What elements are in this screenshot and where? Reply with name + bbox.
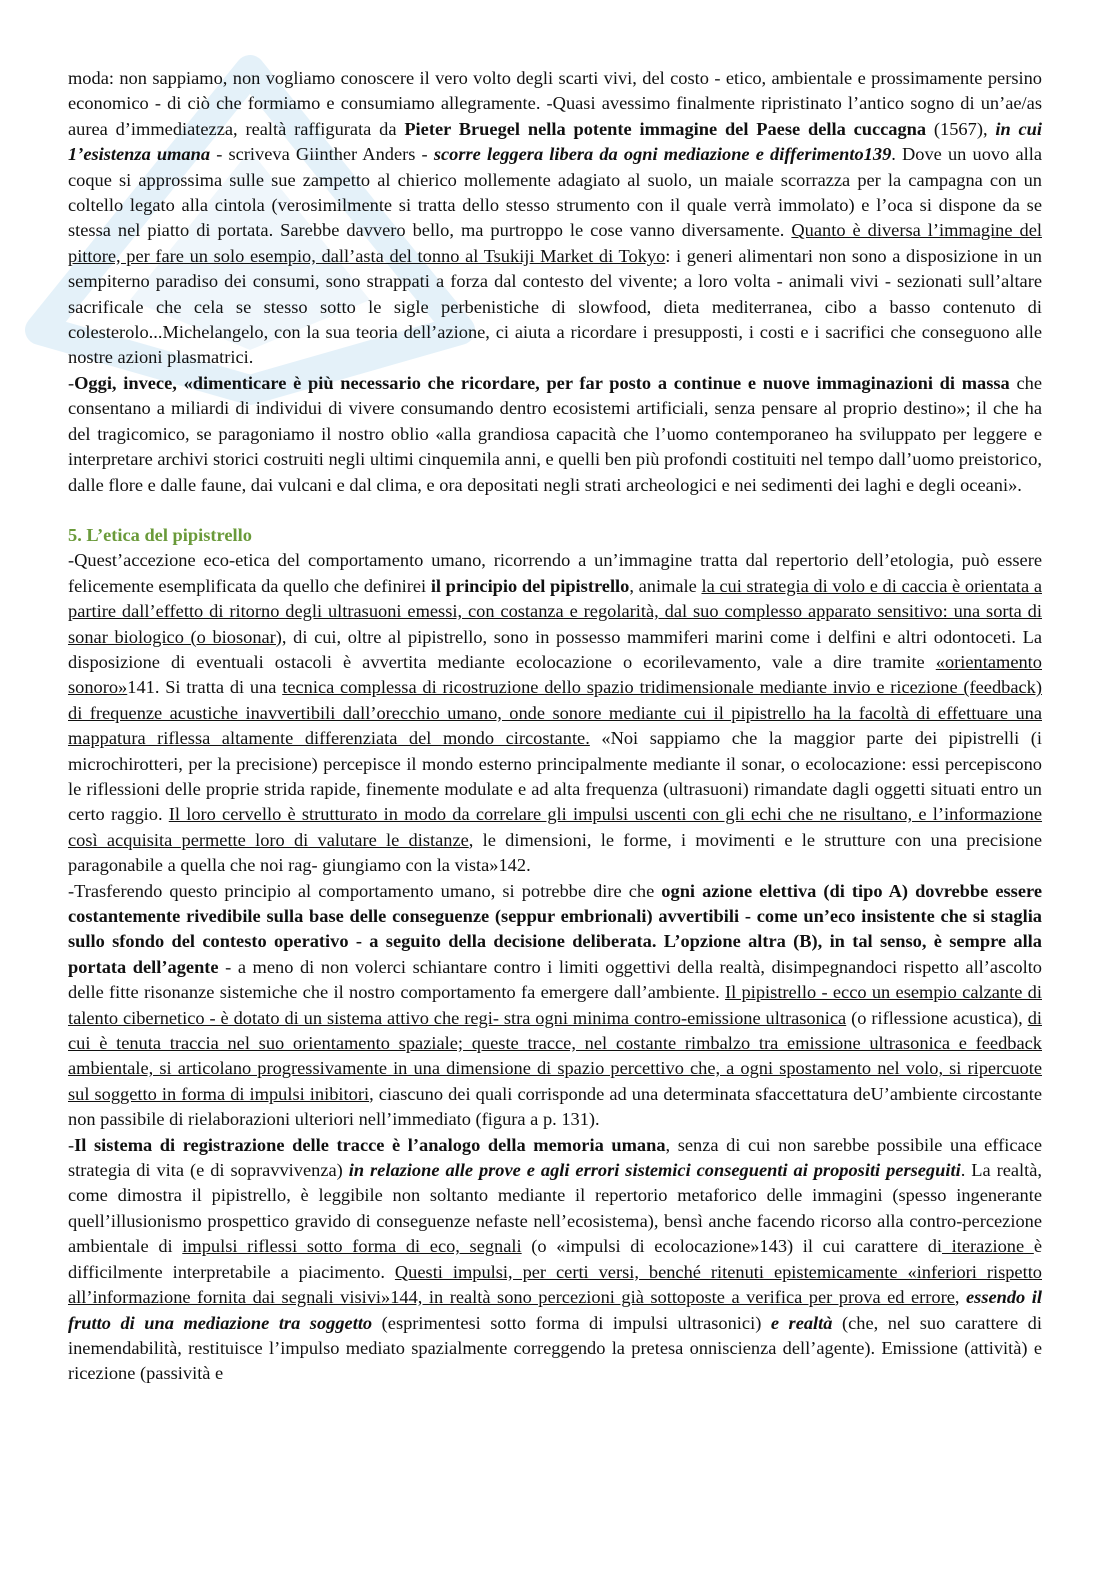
paragraph-4 — [68, 879, 1042, 1133]
paragraph-1 — [68, 66, 1042, 371]
text-run: è difficilmente interpretabile a piacimento. — [68, 1236, 1042, 1282]
text-run: in relazione alle prove e agli errori sistemici conseguenti ai propositi perseguiti — [348, 1160, 961, 1181]
text-run: ogni azione elettiva (di tipo A) dovrebbe essere costantemente rivedibile sulla base delle conseguenze (seppur embrionali) avvertibili - come un’eco insistente che si staglia sullo sfondo del contesto operativo - a seguito della decisione deliberata. L’opzione altra (B), in tal senso, è sempre alla portata dell’agente — [68, 880, 1042, 977]
text-run: -Quest’accezione eco-etica del comportamento umano, ricorrendo a un’immagine tratta dal repertorio dell’etologia, può essere felicemente esemplificata da quello che definirei — [68, 550, 1042, 596]
text-run: - scriveva Giinther Anders - — [210, 144, 434, 165]
text-run: moda: non sappiamo, non vogliamo conoscere il vero volto degli scarti vivi, del costo - etico, ambientale e prossimamente persino economico - di ciò che formiamo e consumiamo allegramente. -Quasi avessimo finalmente ripristinato l’antico sogno di un’ae/as aurea d’immediatezza, realtà raffigurata da — [68, 68, 1042, 139]
text-run: (o riflessione acustica), — [846, 1007, 1028, 1028]
text-run: - — [68, 372, 75, 393]
text-run: Quanto è diversa l’immagine del pittore, per fare un solo esempio, dall’asta del tonno al Tsukiji Market di Tokyo — [68, 220, 1042, 266]
text-run: «orientamento sonoro» — [68, 651, 1042, 698]
text-run: Oggi, invece, «dimenticare è più necessario che ricordare, per far posto a continue e nuove immaginazioni di massa — [74, 372, 1010, 393]
text-run: , senza di cui non sarebbe possibile una efficace strategia di vita (e di sopravvivenza) — [68, 1134, 1042, 1181]
paragraph-5 — [68, 1133, 1042, 1387]
paragraph-2 — [68, 371, 1042, 498]
text-run: e realtà — [770, 1312, 833, 1333]
text-run: Il pipistrello - ecco un esempio calzante di talento cibernetico - è dotato di un sistema attivo che regi- stra ogni minima contro-emissione ultrasonica — [68, 982, 1042, 1028]
text-run: il principio del pipistrello — [430, 575, 630, 596]
text-run: Il sistema di registrazione delle tracce è l’analogo della memoria umana — [74, 1134, 666, 1155]
text-run: , — [954, 1287, 966, 1308]
paragraph-3 — [68, 548, 1042, 878]
text-run: - a meno di non volerci schiantare contro i limiti oggettivi della realtà, disimpegnandoci rispetto all’ascolto delle fitte risonanze sistemiche che il nostro comportamento fa emergere dall’ambiente. — [68, 956, 1043, 1003]
text-run: - — [68, 1134, 75, 1155]
text-run: , ciascuno dei quali corrisponde ad una determinata sfaccettatura deU’ambiente circostante non passibile di rielaborazioni ulteriori nell’immediato (figura a p. 131). — [68, 1083, 1043, 1130]
text-run: di cui è tenuta traccia nel suo orientamento spaziale; queste tracce, nel costante rimbalzo tra emissione ultrasonica e feedback ambientale, si articolano progressivamente in una dimensione di spazio percettivo che, a ogni spostamento nel volo, si ripercuote sul soggetto in forma di impulsi inibitori — [68, 1007, 1042, 1104]
text-run: , le dimensioni, le forme, i movimenti e le strutture con una precisione paragonabile a quella che noi rag- giungiamo con la vista»142. — [68, 829, 1042, 876]
text-run: tecnica complessa di ricostruzione dello spazio tridimensionale mediante invio e ricezione (feedback) di frequenze acustiche inavvertibili dall’orecchio umano, onde sonore mediante cui il pipistrello ha la facoltà di effettuare una mappatura riflessa altamente differenziata del mondo circostante. — [68, 677, 1042, 749]
document-page — [68, 66, 1042, 1387]
text-run: : i generi alimentari non sono a disposizione in un sempiterno paradiso dei consumi, sono strappati a forza dal contesto del vivente; a loro volta - animali vivi - sezionati sull’altare sacrificale che cela se stesso sotto le sigle perbenistiche di slowfood, dieta mediterranea, cibo a basso contenuto di colesterolo...Michelangelo, con la sua teoria dell’azione, ci aiuta a ricordare i presupposti, i costi e i sacrifici che conseguono alle nostre azioni plasmatrici. — [68, 245, 1042, 368]
text-run: essendo il frutto di una mediazione tra soggetto — [68, 1287, 1042, 1333]
text-run: impulsi riflessi sotto forma di eco, segnali — [182, 1236, 522, 1257]
text-run: (1567), — [926, 118, 996, 139]
text-run: scorre leggera libera da ogni mediazione e differimento139 — [433, 144, 892, 165]
text-run: (o «impulsi di ecolocazione»143) il cui carattere di — [521, 1236, 943, 1257]
text-run: -Trasferendo questo principio al comportamento umano, si potrebbe dire che — [68, 880, 662, 901]
text-run: 141. Si tratta di una — [127, 677, 283, 698]
section-heading: 5. L’etica del pipistrello — [68, 524, 252, 545]
text-run: che consentano a miliardi di individui di vivere consumando dentro ecosistemi artificiali, senza pensare al proprio destino»; il che ha del tragicomico, se paragoniamo il nostro oblio «alla grandiosa capacità che l’uomo contemporaneo ha sviluppato per leggere e interpretare archivi storici costruiti negli ultimi cinquemila anni, e quelli ben più profondi costituiti nel tempo dall’uomo preistorico, dalle flore e dalle faune, dai vulcani e dal clima, e ora depositati negli strati archeologici e nei sedimenti dei laghi e degli oceani». — [68, 372, 1042, 495]
text-run: , animale — [629, 575, 702, 596]
text-run: (che, nel suo carattere di inemendabilità, restituisce l’impulso mediato spazialmente correggendo la pretesa onniscienza dell’agente). Emissione (attività) e ricezione (passività e — [68, 1312, 1042, 1384]
text-run: . La realtà, come dimostra il pipistrello, è leggibile non soltanto mediante il repertorio metaforico delle immagini (spesso ingenerante quell’illusionismo prospettico gravido di conseguenze nefaste nell’ecosistema), bensì anche facendo ricorso alla contro-percezione ambientale di — [68, 1160, 1043, 1257]
text-run: (esprimentesi sotto forma di impulsi ultrasonici) — [372, 1312, 771, 1333]
text-run: Questi impulsi, per certi versi, benché ritenuti epistemicamente «inferiori rispetto all’informazione fornita dai segnali visivi»144, in realtà sono percezioni già sottoposte a verifica per prova ed errore — [68, 1261, 1042, 1308]
text-run: in cui 1’esistenza umana — [68, 118, 1043, 165]
text-run: Pieter Bruegel nella potente immagine del Paese della cuccagna — [404, 118, 927, 139]
text-run: «Noi sappiamo che la maggior parte dei pipistrelli (i microchirotteri, per la precisione) percepisce il mondo esterno principalmente mediante il sonar, o ecolocazione: essi percepiscono le riflessioni delle proprie strida rapide, finemente modulate e ad alta frequenza (ultrasuoni) rimandate dagli oggetti situati entro un certo raggio. — [68, 728, 1042, 825]
text-run: iterazione — [942, 1236, 1034, 1257]
text-run: Il loro cervello è strutturato in modo da correlare gli impulsi uscenti con gli echi che ne risultano, e l’informazione così acquisita permette loro di valutare le distanze — [68, 804, 1043, 850]
text-run: . Dove un uovo alla coque si approssima sulle sue zampetto al chierico mollemente adagiato al suolo, un maiale scorrazza per la campagna con un coltello legato alla cintola (verosimilmente si tratta dello stesso strumento con il quale verrà immolato) e l’oca si dispone da se stessa nel piatto di portata. Sarebbe davvero bello, ma purtroppo le cose vanno diversamente. — [68, 144, 1042, 241]
text-run: la cui strategia di volo e di caccia è orientata a partire dall’effetto di ritorno degli ultrasuoni emessi, con costanza e regolarità, dal suo complesso apparato sensitivo: una sorta di sonar biologico (o biosonar), — [68, 575, 1042, 647]
text-run: di cui, oltre al pipistrello, sono in possesso mammiferi marini come i delfini e altri odontoceti. La disposizione di eventuali ostacoli è avvertita mediante ecolocazione o ecorilevamento, vale a dire tramite — [68, 626, 1042, 672]
